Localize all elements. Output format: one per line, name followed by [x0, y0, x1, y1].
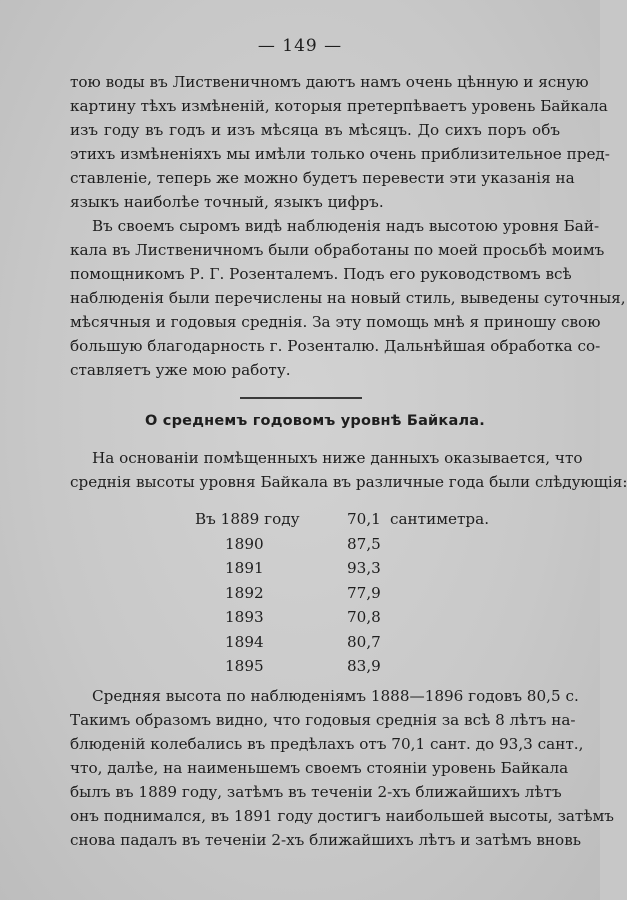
text-line: этихъ измѣненіяхъ мы имѣли только очень приблизительное пред-	[70, 145, 610, 163]
table-value: 93,3	[347, 559, 381, 577]
table-value: 87,5	[347, 534, 381, 553]
text-line: большую благодарность г. Розенталю. Дальнѣйшая обработка со-	[70, 337, 601, 355]
table-value: 77,9	[347, 583, 381, 602]
paragraph-3	[70, 446, 627, 494]
text-line: Въ своемъ сыромъ видѣ наблюденія надъ высотою уровня Бай-	[92, 217, 600, 235]
table-row	[0, 654, 600, 678]
text-line: что, далѣе, на наименьшемъ своемъ стояніи уровень Байкала	[70, 759, 569, 777]
text-line: былъ въ 1889 году, затѣмъ въ теченіи 2-хъ ближайшихъ лѣтъ	[70, 783, 562, 801]
paragraph-1	[70, 70, 610, 214]
table-year: 1895	[225, 657, 264, 675]
text-line: картину тѣхъ измѣненій, которыя претерпѣваетъ уровень Байкала	[70, 97, 608, 115]
table-value: 80,7	[347, 632, 381, 651]
table-year: Въ 1889 году	[195, 510, 300, 528]
table-row	[0, 630, 600, 654]
table-year: 1893	[225, 608, 264, 626]
text-line: наблюденія были перечислены на новый стиль, выведены суточныя,	[70, 289, 626, 307]
table-year: 1891	[225, 559, 264, 577]
table-value: 70,1	[347, 510, 381, 528]
table-year: 1890	[225, 534, 264, 553]
text-line: снова падалъ въ теченіи 2-хъ ближайшихъ лѣтъ и затѣмъ вновь	[70, 831, 582, 849]
text-line: среднія высоты уровня Байкала въ различные года были слѣдующія:	[70, 473, 627, 491]
table-row	[0, 605, 600, 629]
text-line: ставленіе, теперь же можно будетъ перевести эти указанія на	[70, 169, 575, 187]
table-unit: сантиметра.	[390, 510, 490, 528]
paragraph-4	[70, 684, 614, 852]
text-line: онъ поднимался, въ 1891 году достигъ наибольшей высоты, затѣмъ	[70, 807, 614, 825]
table-year: 1892	[225, 583, 264, 602]
text-line: ставляетъ уже мою работу.	[70, 361, 291, 379]
text-line: изъ году въ годъ и изъ мѣсяца въ мѣсяцъ. До сихъ поръ объ	[70, 121, 560, 139]
text-line: тою воды въ Лиственичномъ даютъ намъ очень цѣнную и ясную	[70, 73, 589, 91]
table-year: 1894	[225, 632, 264, 651]
text-line: На основаніи помѣщенныхъ ниже данныхъ оказывается, что	[92, 449, 583, 467]
section-heading: О среднемъ годовомъ уровнѣ Байкала.	[145, 413, 485, 429]
table-value: 83,9	[347, 657, 381, 675]
table-row	[0, 581, 600, 605]
table-row	[0, 556, 600, 580]
text-line: Средняя высота по наблюденіямъ 1888—1896 годовъ 80,5 с.	[92, 687, 579, 705]
table-row	[0, 532, 600, 556]
text-line: помощникомъ Р. Г. Розенталемъ. Подъ его руководствомъ всѣ	[70, 265, 572, 283]
text-line: кала въ Лиственичномъ были обработаны по моей просьбѣ моимъ	[70, 241, 605, 259]
text-line: блюденій колебались въ предѣлахъ отъ 70,1 сант. до 93,3 сант.,	[70, 735, 584, 753]
table-value: 70,8	[347, 608, 381, 626]
text-line: языкъ наиболѣе точный, языкъ цифръ.	[70, 193, 384, 211]
text-line: Такимъ образомъ видно, что годовыя среднія за всѣ 8 лѣтъ на-	[70, 711, 576, 729]
text-line: мѣсячныя и годовыя среднія. За эту помощь мнѣ я приношу свою	[70, 313, 601, 331]
page-number: — 149 —	[257, 36, 343, 56]
paragraph-2	[70, 214, 626, 382]
section-divider	[240, 397, 362, 399]
table-row	[0, 507, 600, 531]
